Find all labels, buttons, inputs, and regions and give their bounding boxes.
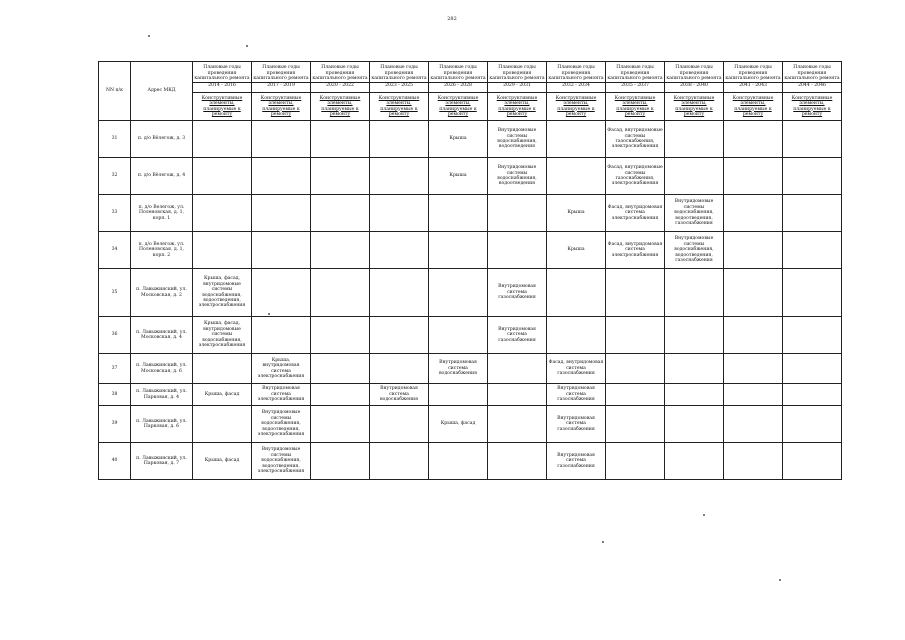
repair-cell [665, 317, 724, 354]
repair-cell: Фасад, внутридомовая система газоснабжения [547, 354, 606, 384]
elements-label: Конструктивные элементы, планируемые к ремонту [319, 95, 361, 117]
repair-cell [193, 406, 252, 443]
elements-label: Конструктивные элементы, планируемые к ремонту [614, 95, 656, 117]
row-number: 35 [99, 269, 131, 317]
elements-label: Конструктивные элементы, планируемые к ремонту [437, 95, 479, 117]
repair-cell [783, 317, 842, 354]
repair-cell [783, 443, 842, 480]
repair-cell [193, 195, 252, 232]
scan-speck [246, 45, 248, 47]
repair-cell [252, 121, 311, 158]
repair-cell [429, 443, 488, 480]
repair-cell [429, 317, 488, 354]
repair-cell: Крыша [429, 121, 488, 158]
repair-cell [193, 121, 252, 158]
scan-speck [703, 514, 705, 516]
repair-cell [783, 232, 842, 269]
repair-cell [311, 121, 370, 158]
repair-cell [783, 269, 842, 317]
table-row [99, 317, 842, 354]
period-years: 2020 - 2022 [311, 82, 369, 88]
repair-cell [547, 269, 606, 317]
repair-cell [370, 158, 429, 195]
scan-speck [602, 541, 604, 543]
header-elements-8 [665, 93, 724, 121]
repair-cell: Внутридомовая система водоснабжения [429, 354, 488, 384]
period-title: Плановые годы проведения капитального ремонта [725, 65, 781, 81]
header-period-4 [429, 62, 488, 93]
period-title: Плановые годы проведения капитального ремонта [430, 65, 486, 81]
repair-cell [606, 317, 665, 354]
elements-label: Конструктивные элементы, планируемые к ремонту [673, 95, 715, 117]
period-title: Плановые годы проведения капитального ремонта [548, 65, 604, 81]
repair-cell [547, 158, 606, 195]
header-elements-0 [193, 93, 252, 121]
period-years: 2023 - 2025 [370, 82, 428, 88]
row-address: п. Лавыжинский, ул. Московская, д. 2 [131, 269, 193, 317]
header-period-5 [488, 62, 547, 93]
period-title: Плановые годы проведения капитального ремонта [607, 65, 663, 81]
repair-cell [665, 269, 724, 317]
table-row [99, 121, 842, 158]
period-years: 2026 - 2028 [429, 82, 487, 88]
period-years: 2032 - 2034 [547, 82, 605, 88]
repair-cell [311, 354, 370, 384]
repair-cell [311, 158, 370, 195]
repair-cell: Крыша, фасад [193, 384, 252, 406]
repair-cell: Фасад, внутридомовая система электроснабжения [606, 195, 665, 232]
repair-cell [370, 406, 429, 443]
header-period-6 [547, 62, 606, 93]
row-address: п. Лавыжинский, ул. Московская, д. 6 [131, 354, 193, 384]
header-elements-2 [311, 93, 370, 121]
repair-cell [252, 269, 311, 317]
repair-cell: Внутридомовая система газоснабжения [547, 406, 606, 443]
repair-cell [488, 384, 547, 406]
header-elements-3 [370, 93, 429, 121]
repair-cell: Внутридомовая система водоснабжения [370, 384, 429, 406]
repair-cell: Внутридомовая система газоснабжения [547, 384, 606, 406]
repair-cell: Внутридомовая система газоснабжения [488, 269, 547, 317]
repair-cell [724, 354, 783, 384]
table-body [99, 121, 842, 480]
repair-cell [488, 232, 547, 269]
repair-cell [370, 269, 429, 317]
scan-speck [779, 579, 781, 581]
period-years: 2014 - 2016 [193, 82, 251, 88]
repair-cell [370, 232, 429, 269]
header-period-7 [606, 62, 665, 93]
row-address: п. д/о Велегож, ул. Поленовская, д. 1, корп. 1 [131, 195, 193, 232]
repair-cell: Внутридомовые системы водоснабжения, водоотведения [488, 158, 547, 195]
elements-label: Конструктивные элементы, планируемые к ремонту [791, 95, 833, 117]
repair-cell: Крыша, фасад, внутридомовые системы водоснабжения, электроснабжения [193, 317, 252, 354]
row-number: 38 [99, 384, 131, 406]
row-number: 37 [99, 354, 131, 384]
repair-cell [606, 406, 665, 443]
repair-cell: Фасад, внутридомовая система электроснабжения [606, 232, 665, 269]
repair-cell [252, 158, 311, 195]
repair-cell [665, 354, 724, 384]
header-address: Адрес МКД [131, 62, 193, 121]
row-address: п. Лавыжинский, ул. Парковая, д. 6 [131, 406, 193, 443]
repair-cell [724, 406, 783, 443]
repair-cell [311, 406, 370, 443]
header-period-1 [252, 62, 311, 93]
repair-cell [488, 443, 547, 480]
repair-cell [311, 232, 370, 269]
scan-speck [268, 313, 270, 315]
repair-cell [488, 354, 547, 384]
repair-cell [370, 354, 429, 384]
header-elements-6 [547, 93, 606, 121]
period-years: 2035 - 2037 [606, 82, 664, 88]
header-row-periods [99, 62, 842, 93]
elements-label: Конструктивные элементы, планируемые к ремонту [201, 95, 243, 117]
repair-cell [606, 269, 665, 317]
repair-cell: Внутридомовая система газоснабжения [547, 443, 606, 480]
period-years: 2041 - 2043 [724, 82, 782, 88]
period-title: Плановые годы проведения капитального ремонта [253, 65, 309, 81]
repair-cell [429, 232, 488, 269]
table-row [99, 384, 842, 406]
repair-cell [724, 269, 783, 317]
header-elements-1 [252, 93, 311, 121]
repair-cell [606, 443, 665, 480]
table-row [99, 232, 842, 269]
repair-cell [606, 354, 665, 384]
row-address: п. д/о Вёлегож, д. 3 [131, 121, 193, 158]
row-number: 34 [99, 232, 131, 269]
row-address: п. Лавыжинский, ул. Парковая, д. 4 [131, 384, 193, 406]
row-number: 36 [99, 317, 131, 354]
row-address: п. д/о Велегож, ул. Поленовская, д. 1, корп. 2 [131, 232, 193, 269]
table-row [99, 354, 842, 384]
repair-cell [783, 195, 842, 232]
period-title: Плановые годы проведения капитального ремонта [371, 65, 427, 81]
repair-schedule-table [98, 61, 842, 480]
header-elements-5 [488, 93, 547, 121]
repair-cell [724, 195, 783, 232]
row-number: 31 [99, 121, 131, 158]
repair-cell [665, 158, 724, 195]
repair-cell [724, 384, 783, 406]
header-number: NN п/к [99, 62, 131, 121]
row-address: п. д/о Вёлегож, д. 4 [131, 158, 193, 195]
repair-cell: Фасад, внутридомовые системы газоснабжения, электроснабжения [606, 121, 665, 158]
repair-cell [193, 158, 252, 195]
elements-label: Конструктивные элементы, планируемые к ремонту [732, 95, 774, 117]
repair-cell [783, 121, 842, 158]
header-period-0 [193, 62, 252, 93]
repair-cell: Фасад, внутридомовые системы газоснабжения, электроснабжения [606, 158, 665, 195]
header-period-3 [370, 62, 429, 93]
repair-cell [370, 317, 429, 354]
repair-cell [665, 443, 724, 480]
repair-cell: Внутридомовые системы водоснабжения, водоотведения [488, 121, 547, 158]
header-row-elements [99, 93, 842, 121]
header-elements-4 [429, 93, 488, 121]
period-years: 2017 - 2019 [252, 82, 310, 88]
repair-cell [370, 443, 429, 480]
repair-cell: Крыша, внутридомовая система электроснабжения [252, 354, 311, 384]
repair-cell [429, 384, 488, 406]
repair-cell [370, 121, 429, 158]
repair-cell [488, 195, 547, 232]
period-years: 2044 - 2046 [783, 82, 841, 88]
page-number: 282 [447, 16, 457, 22]
row-number: 33 [99, 195, 131, 232]
repair-cell [547, 317, 606, 354]
header-period-8 [665, 62, 724, 93]
repair-cell: Крыша, фасад [193, 443, 252, 480]
repair-cell [665, 121, 724, 158]
repair-cell [783, 158, 842, 195]
period-title: Плановые годы проведения капитального ремонта [784, 65, 840, 81]
table-row [99, 269, 842, 317]
elements-label: Конструктивные элементы, планируемые к ремонту [496, 95, 538, 117]
repair-cell [783, 354, 842, 384]
repair-cell: Внутридомовая система газоснабжения [488, 317, 547, 354]
header-period-2 [311, 62, 370, 93]
repair-cell: Внутридомовые системы водоснабжения, водоотведения, электроснабжения [252, 406, 311, 443]
repair-cell [370, 195, 429, 232]
repair-cell [193, 232, 252, 269]
repair-cell [429, 269, 488, 317]
repair-cell [665, 384, 724, 406]
header-period-9 [724, 62, 783, 93]
period-title: Плановые годы проведения капитального ремонта [489, 65, 545, 81]
repair-cell [311, 269, 370, 317]
header-elements-10 [783, 93, 842, 121]
elements-label: Конструктивные элементы, планируемые к ремонту [260, 95, 302, 117]
repair-cell: Внутридомовые системы водоснабжения, водоотведения, газоснабжения [665, 232, 724, 269]
repair-cell [724, 443, 783, 480]
repair-cell [547, 121, 606, 158]
repair-cell: Внутридомовая система электроснабжения [252, 384, 311, 406]
elements-label: Конструктивные элементы, планируемые к ремонту [378, 95, 420, 117]
header-period-10 [783, 62, 842, 93]
repair-cell [311, 195, 370, 232]
repair-cell [724, 158, 783, 195]
row-number: 40 [99, 443, 131, 480]
repair-cell [311, 317, 370, 354]
repair-cell: Крыша, фасад, внутридомовые системы водоснабжения, водоотведения, электроснабжения [193, 269, 252, 317]
repair-cell: Внутридомовые системы водоснабжения, водоотведения, электроснабжения [252, 443, 311, 480]
repair-cell: Крыша [547, 195, 606, 232]
row-number: 39 [99, 406, 131, 443]
period-title: Плановые годы проведения капитального ремонта [666, 65, 722, 81]
header-elements-9 [724, 93, 783, 121]
repair-cell [606, 384, 665, 406]
table-row [99, 195, 842, 232]
repair-cell [783, 384, 842, 406]
row-address: п. Лавыжинский, ул. Парковая, д. 7 [131, 443, 193, 480]
repair-cell [193, 354, 252, 384]
period-years: 2038 - 2040 [665, 82, 723, 88]
table-row [99, 443, 842, 480]
scan-speck [148, 35, 150, 37]
header-elements-7 [606, 93, 665, 121]
repair-cell: Крыша [429, 158, 488, 195]
repair-cell [724, 121, 783, 158]
repair-cell [311, 443, 370, 480]
repair-cell [252, 317, 311, 354]
row-address: п. Лавыжинский, ул. Московская, д. 4 [131, 317, 193, 354]
repair-cell [724, 317, 783, 354]
period-title: Плановые годы проведения капитального ремонта [194, 65, 250, 81]
table-row [99, 158, 842, 195]
row-number: 32 [99, 158, 131, 195]
elements-label: Конструктивные элементы, планируемые к ремонту [555, 95, 597, 117]
repair-cell: Крыша [547, 232, 606, 269]
repair-cell [488, 406, 547, 443]
period-title: Плановые годы проведения капитального ремонта [312, 65, 368, 81]
period-years: 2029 - 2031 [488, 82, 546, 88]
repair-cell [665, 406, 724, 443]
repair-cell: Внутридомовые системы водоснабжения, водоотведения, газоснабжения [665, 195, 724, 232]
repair-cell [252, 232, 311, 269]
repair-cell [429, 195, 488, 232]
repair-cell [311, 384, 370, 406]
repair-cell: Крыша, фасад [429, 406, 488, 443]
table-row [99, 406, 842, 443]
repair-cell [724, 232, 783, 269]
repair-cell [252, 195, 311, 232]
repair-cell [783, 406, 842, 443]
